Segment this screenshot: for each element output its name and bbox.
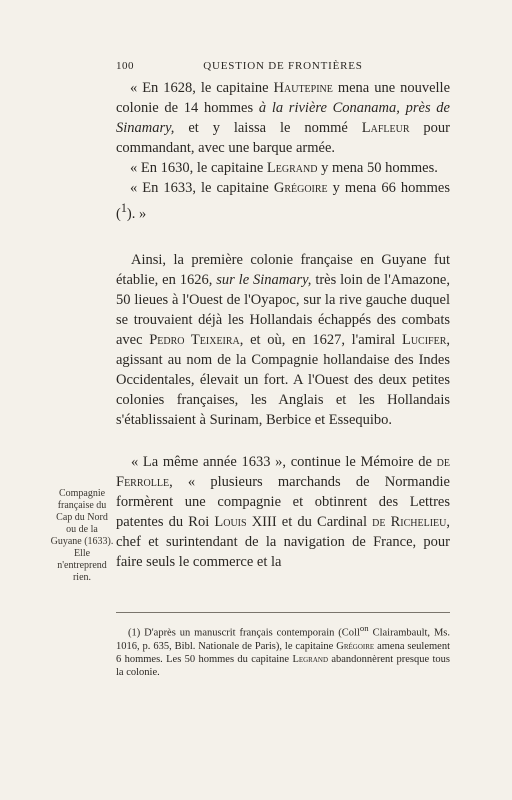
page-number: 100: [116, 60, 134, 72]
quote-1633: « En 1633, le capitaine Grégoire y mena 66 hommes ($^1$). »: [116, 180, 450, 222]
quote-1628: « En 1628, le capitaine Hautepine mena une nouvelle colonie de 14 hommes à la rivière Conanama, près de Sinamary, et y laissa le nommé Lafleur pour commandant, avec une barque armée.: [116, 80, 451, 156]
place-italic: à la rivière Conanama, près de Sinamary,: [116, 100, 450, 136]
person-name: Pedro Teixeira: [149, 331, 240, 348]
person-name: de Ferrolle: [116, 453, 450, 490]
paragraph-premiere-colonie: Ainsi, la première colonie française en Guyane fut établie, en 1626, sur le Sinamary, très loin de l'Amazone, 50 lieues à l'Ouest de l'Oyapoc, sur la rive gauche duquel se trouvaient déjà les Hollandais échappés des combats avec Pedro Teixeira, et où, en 1627, l'amiral Lucifer, agissant au nom de la Compagnie hollandaise des Indes Occidentales, élevait un fort. A l'Ouest des deux petites colonies françaises, les Anglais et les Hollandais s'établissaient à Surinam, Berbice et Essequibo.: [116, 251, 451, 428]
person-name: Lucifer: [401, 331, 447, 348]
paragraph-compagnie-normandie: « La même année 1633 », continue le Mémoire de de Ferrolle, « plusieurs marchands de Normandie formèrent une compagnie et obtinrent des Lettres patentes du Roi Louis XIII et du Cardinal de Richelieu, chef et surintendant de la navigation de France, pour faire seuls le commerce et la: [116, 453, 450, 570]
person-name: Lafleur: [361, 120, 410, 136]
footnote-ref: 1: [120, 201, 127, 215]
margin-note: Compagnie française du Cap du Nord ou de la Guyane (1633). Elle n'entreprend rien.: [50, 488, 114, 583]
footnotes: [116, 612, 450, 679]
person-name: Legrand: [266, 160, 318, 176]
person-name: Legrand: [292, 653, 329, 665]
place-italic: sur le Sinamary,: [216, 271, 312, 288]
quote-1630: « En 1630, le capitaine Legrand y mena 50 hommes.: [130, 160, 438, 176]
person-name: Louis XIII: [214, 513, 277, 530]
main-text: [116, 78, 450, 572]
person-name: Grégoire: [336, 640, 375, 652]
running-title: QUESTION DE FRONTIÈRES: [203, 60, 363, 72]
footnote-1: (1) D'après un manuscrit français contemporain (Coll$^{on}$ Clairambault, Ms. 1016, p. 635, Bibl. Nationale de Paris), le capitaine Grégoire amena seulement 6 hommes. Les 50 hommes du capitaine Legrand abandonnèrent presque tous la colonie.: [116, 623, 451, 678]
person-name: Grégoire: [273, 180, 328, 196]
footnote-marker: (1): [128, 627, 141, 639]
person-name: Hautepine: [273, 80, 333, 96]
person-name: de Richelieu: [372, 513, 447, 530]
